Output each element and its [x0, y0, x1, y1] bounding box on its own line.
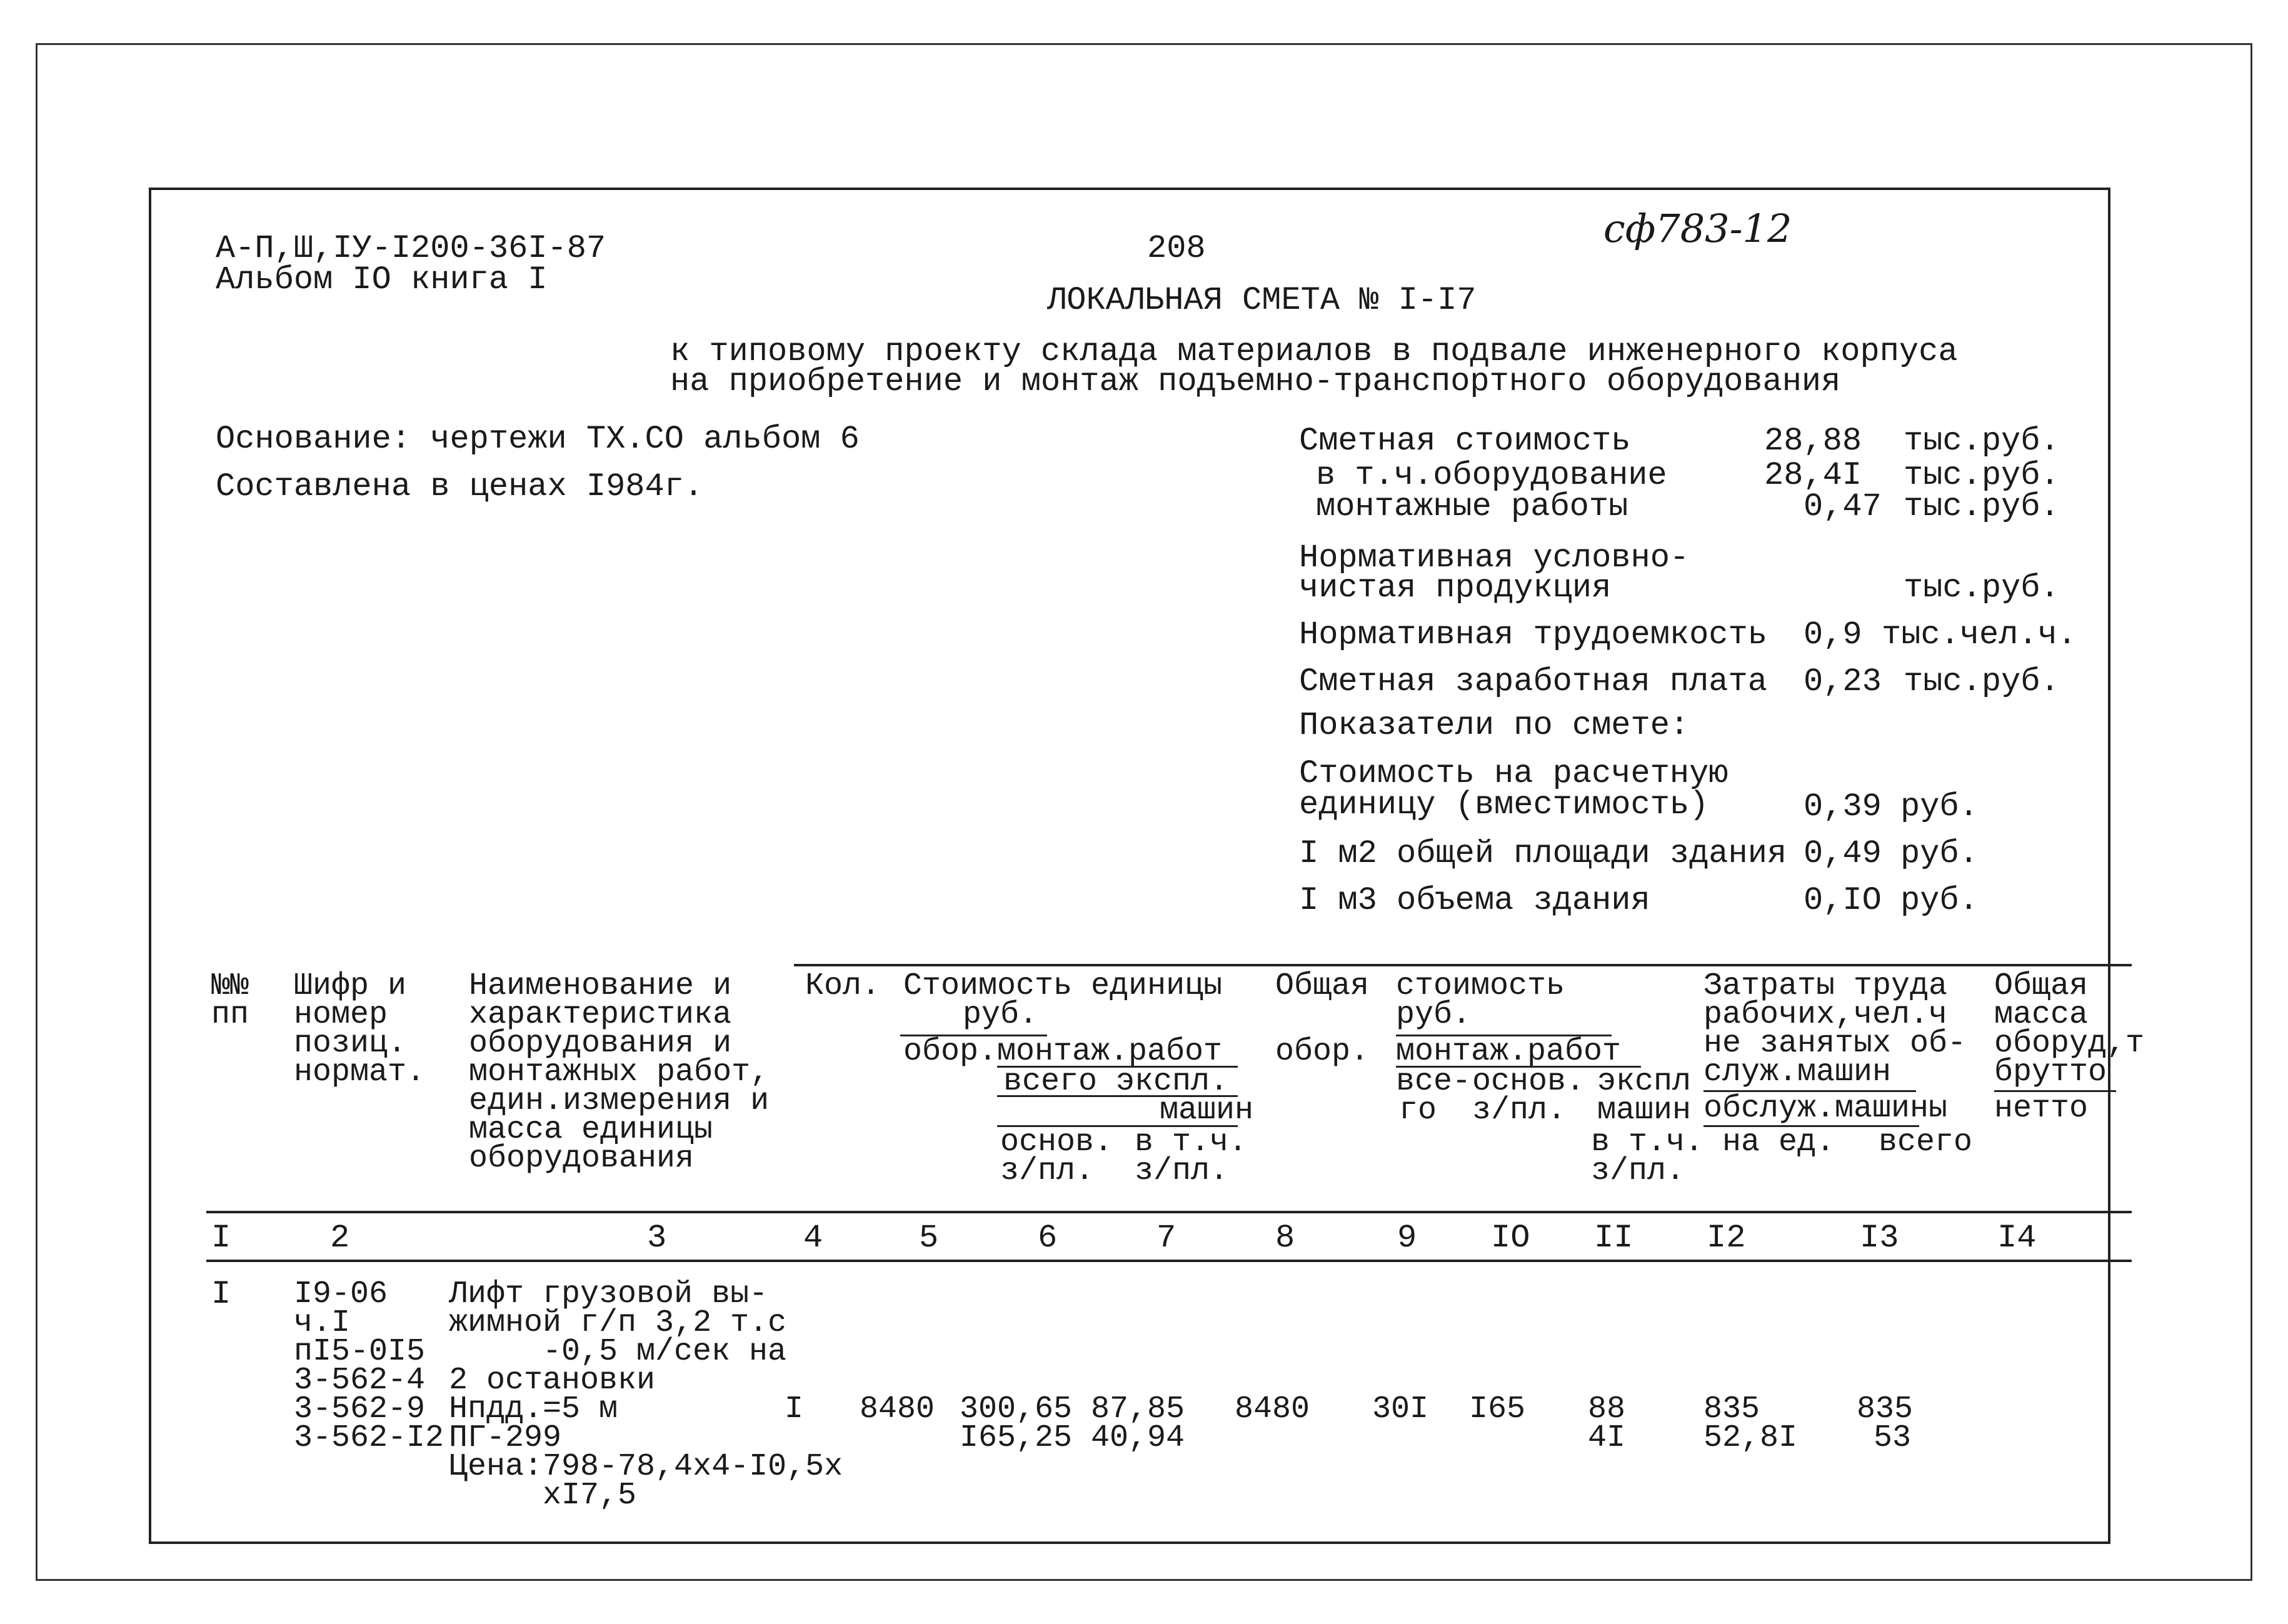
col-name-header-2: характеристика: [469, 997, 732, 1033]
summary-label-2: монтажные работы: [1316, 488, 1628, 525]
page-title: ЛОКАЛЬНАЯ СМЕТА № I-I7: [1047, 282, 1477, 319]
page-number: 208: [1147, 230, 1206, 267]
subtitle-line-2: на приобретение и монтаж подъемно-транспортного оборудования: [670, 363, 1841, 400]
total-incl-wage: з/пл.: [1591, 1153, 1685, 1189]
col-code-header-3: позиц.: [294, 1026, 407, 1061]
row1-name-3: -0,5 м/сек на: [543, 1334, 787, 1370]
row1-name-2: жимной г/п 3,2 т.с: [449, 1305, 787, 1341]
prices-text: Составлена в ценах I984г.: [216, 468, 704, 505]
col-code-header-1: Шифр и: [294, 968, 407, 1004]
col-number-10: IO: [1491, 1220, 1530, 1256]
labor-total-header: всего: [1879, 1125, 1973, 1160]
col-name-header-6: масса единицы: [469, 1112, 713, 1148]
col-name-header-7: оборудования: [469, 1141, 695, 1176]
total-cost-title: стоимость: [1396, 968, 1565, 1004]
total-basic-header-2: з/пл.: [1472, 1093, 1567, 1128]
summary-value-2: 0,47: [1804, 488, 1882, 525]
row1-code-2: ч.I: [294, 1305, 351, 1341]
total-exp-header-2: машин: [1597, 1093, 1692, 1128]
col-name-header-4: монтажных работ,: [469, 1055, 770, 1090]
unit-basic-header: основ.: [1000, 1125, 1113, 1160]
col-num-header-1: №№: [211, 968, 249, 1004]
total-all-header-1: все-: [1396, 1064, 1472, 1100]
total-basic-header-1: основ.: [1472, 1064, 1585, 1100]
row1-code-4: 3-562-4: [294, 1363, 426, 1398]
row1-name-6: ПГ-299: [449, 1420, 562, 1456]
area-unit: руб.: [1900, 835, 1979, 872]
labor-col-header-1: Затраты труда: [1703, 968, 1948, 1004]
col-num-header-2: пп: [211, 997, 249, 1033]
col-code-header-4: нормат.: [294, 1055, 426, 1090]
volume-value: 0,IO: [1804, 882, 1882, 919]
row1-labor-unit: 835: [1703, 1391, 1760, 1427]
unit-mount-header: монтаж.работ: [997, 1034, 1223, 1070]
row1-unit-exp-incl: 40,94: [1091, 1420, 1185, 1456]
row1-labor-total: 835: [1857, 1391, 1914, 1427]
labor-unit: тыс.чел.ч.: [1882, 616, 2077, 653]
wage-unit: тыс.руб.: [1904, 663, 2060, 700]
norm-product-unit: тыс.руб.: [1904, 569, 2060, 606]
col-number-8: 8: [1275, 1220, 1295, 1256]
mass-col-header-1: Общая: [1994, 968, 2089, 1004]
row1-unit-mount-total: 300,65: [960, 1391, 1073, 1427]
mass-col-header-3: оборуд,т: [1994, 1026, 2145, 1061]
row1-total-basic: I65: [1469, 1391, 1526, 1427]
row1-code-3: пI5-0I5: [294, 1334, 426, 1370]
col-number-9: 9: [1397, 1220, 1417, 1256]
unit-exp-header-2: машин: [1160, 1093, 1254, 1128]
unit-cost-line-2: единицу (вместимость): [1299, 786, 1709, 823]
row1-name-8: хI7,5: [543, 1478, 637, 1513]
col-number-14: I4: [1997, 1220, 2037, 1256]
row1-code-5: 3-562-9: [294, 1391, 426, 1427]
summary-value-1: 28,4I: [1764, 457, 1862, 494]
col-name-header-1: Наименование и: [469, 968, 732, 1004]
summary-unit-1: тыс.руб.: [1904, 457, 2060, 494]
doc-code: А-П,Ш,IУ-I200-36I-87: [216, 230, 606, 267]
basis-text: Основание: чертежи ТХ.СО альбом 6: [216, 421, 860, 458]
table-top-rule: [794, 964, 2132, 966]
area-value: 0,49: [1804, 835, 1882, 872]
wage-value: 0,23: [1804, 663, 1882, 700]
row1-total-exp: 88: [1588, 1391, 1626, 1427]
row1-qty: I: [785, 1391, 804, 1427]
unit-cost-value: 0,39: [1804, 788, 1882, 825]
row1-labor-total-2: 53: [1874, 1420, 1912, 1456]
mass-net-header: нетто: [1994, 1091, 2089, 1126]
area-label: I м2 общей площади здания: [1299, 835, 1787, 872]
col-name-header-5: един.измерения и: [469, 1083, 770, 1119]
total-mount-header: монтаж.работ: [1396, 1034, 1622, 1070]
row1-unit-mount-basic: I65,25: [960, 1420, 1073, 1456]
col-number-12: I2: [1707, 1220, 1746, 1256]
unit-incl-header: в т.ч.: [1135, 1125, 1248, 1160]
summary-unit-0: тыс.руб.: [1904, 423, 2060, 459]
total-exp-header-1: экспл: [1597, 1064, 1692, 1100]
mass-gross-header: брутто: [1994, 1055, 2107, 1090]
unit-exp-header-1: экспл.: [1116, 1064, 1229, 1100]
col-number-7: 7: [1157, 1220, 1177, 1256]
labor-label: Нормативная трудоемкость: [1299, 616, 1767, 653]
col-number-2: 2: [330, 1220, 350, 1256]
total-incl-header: в т.ч.: [1591, 1125, 1704, 1160]
labor-serv2-header: обслуж.машины: [1703, 1091, 1948, 1126]
row1-name-7: Цена:798-78,4х4-I0,5х: [449, 1449, 843, 1485]
total-all-header-2: го: [1399, 1093, 1437, 1128]
col-number-13: I3: [1860, 1220, 1899, 1256]
row1-total-equip: 8480: [1235, 1391, 1310, 1427]
col-number-5: 5: [919, 1220, 939, 1256]
col-qty-header: Кол.: [805, 968, 881, 1004]
col-number-3: 3: [647, 1220, 667, 1256]
volume-label: I м3 объема здания: [1299, 882, 1650, 919]
unit-total-header: всего: [1003, 1064, 1098, 1100]
col-number-11: II: [1594, 1220, 1633, 1256]
row1-total-exp-incl: 4I: [1588, 1420, 1626, 1456]
col-number-1: I: [211, 1220, 231, 1256]
row1-unit-equip: 8480: [860, 1391, 935, 1427]
unit-incl-wage: з/пл.: [1135, 1153, 1229, 1189]
table-header-rule: [206, 1211, 2132, 1213]
subtitle-line-1: к типовому проекту склада материалов в подвале инженерного корпуса: [670, 333, 1958, 370]
row1-code-6: 3-562-I2: [294, 1420, 444, 1456]
summary-label-0: Сметная стоимость: [1299, 423, 1631, 459]
unit-cost-line-1: Стоимость на расчетную: [1299, 755, 1729, 792]
labor-serv-header: служ.машин: [1703, 1055, 1892, 1090]
mass-col-header-2: масса: [1994, 997, 2089, 1033]
row1-name-1: Лифт грузовой вы-: [449, 1276, 768, 1312]
summary-unit-2: тыс.руб.: [1904, 488, 2060, 525]
unit-cost-unit: руб.: [1900, 788, 1979, 825]
row1-code-1: I9-06: [294, 1276, 388, 1312]
norm-product-line-2: чистая продукция: [1299, 569, 1612, 606]
wage-label: Сметная заработная плата: [1299, 663, 1767, 700]
row1-name-5: Нпдд.=5 м: [449, 1391, 618, 1427]
volume-unit: руб.: [1900, 882, 1979, 919]
labor-value: 0,9: [1804, 616, 1862, 653]
labor-col-header-3: не занятых об-: [1703, 1026, 1967, 1061]
summary-label-1: в т.ч.оборудование: [1316, 457, 1667, 494]
total-rub: руб.: [1396, 997, 1472, 1033]
unit-basic-wage: з/пл.: [1000, 1153, 1095, 1189]
summary-value-0: 28,88: [1764, 423, 1862, 459]
total-equip-header: обор.: [1275, 1034, 1370, 1070]
col-number-4: 4: [803, 1220, 823, 1256]
norm-product-line-1: Нормативная условно-: [1299, 539, 1690, 576]
total-title: Общая: [1275, 968, 1370, 1004]
row1-total-all: 30I: [1372, 1391, 1429, 1427]
unit-cost-rub: руб.: [963, 997, 1038, 1033]
indicators-label: Показатели по смете:: [1299, 707, 1690, 744]
col-number-6: 6: [1038, 1220, 1058, 1256]
labor-col-header-2: рабочих,чел.ч: [1703, 997, 1948, 1033]
stamp-code: сф783-12: [1603, 206, 1792, 251]
row1-num: I: [211, 1276, 231, 1313]
col-code-header-2: номер: [294, 997, 388, 1033]
unit-cost-title: Стоимость единицы: [903, 968, 1223, 1004]
col-name-header-3: оборудования и: [469, 1026, 732, 1061]
row1-labor-unit-2: 52,8I: [1703, 1420, 1798, 1456]
table-number-rule: [206, 1260, 2132, 1262]
row1-name-4: 2 остановки: [449, 1363, 656, 1398]
labor-per-unit-header: на ед.: [1722, 1125, 1835, 1160]
row1-unit-exp: 87,85: [1091, 1391, 1185, 1427]
unit-equip-header: обор.: [903, 1034, 998, 1070]
album-label: Альбом IO книга I: [216, 261, 548, 298]
